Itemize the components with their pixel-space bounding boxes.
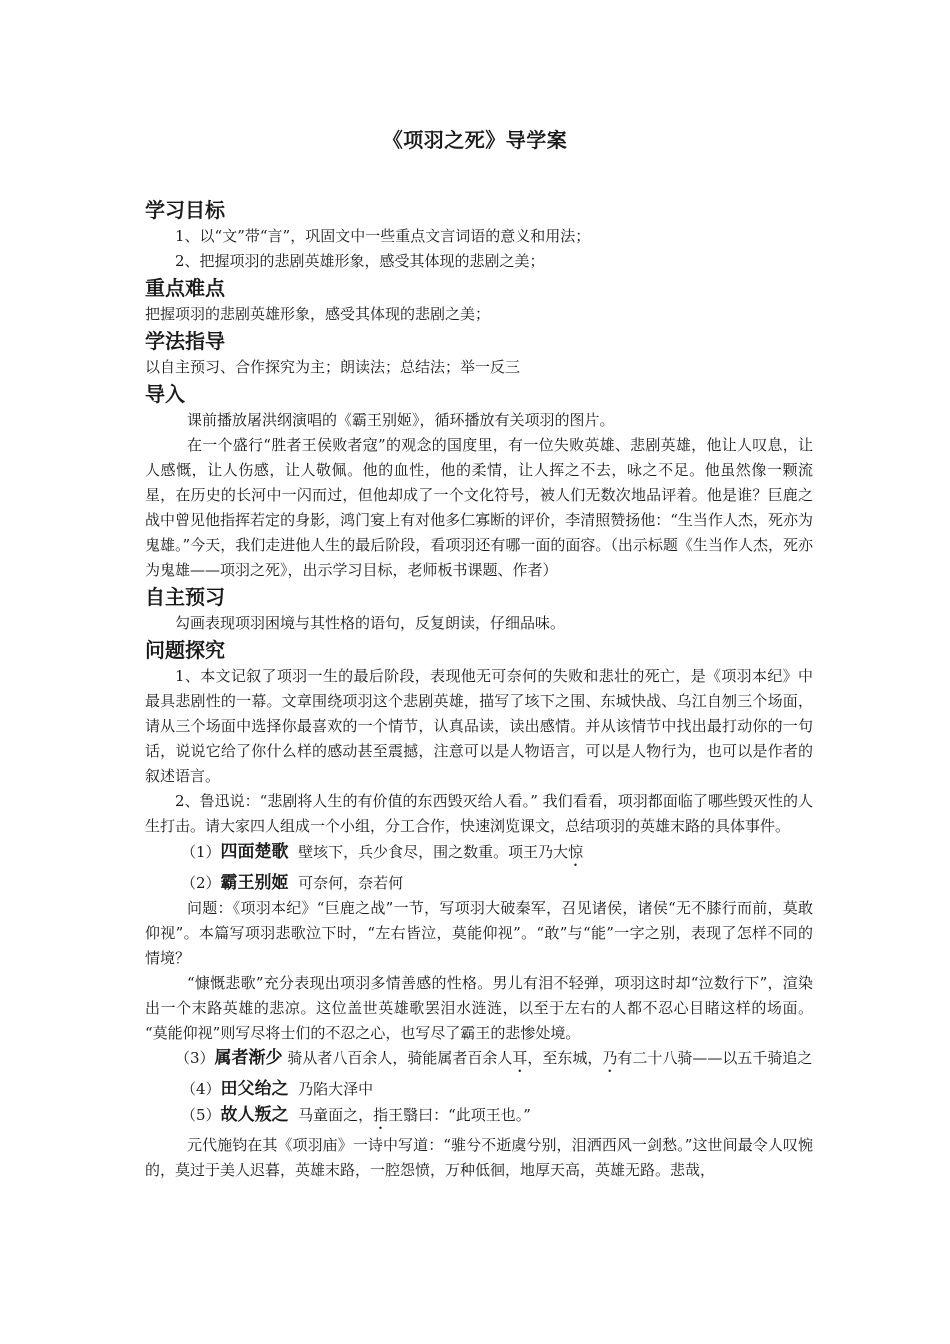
- section-heading-preview: 自主预习: [145, 585, 225, 609]
- page-title: 《项羽之死》导学案: [382, 128, 568, 152]
- objective-item: 1、以“文”带“言”，巩固文中一些重点文言词语的意义和用法；: [175, 227, 591, 245]
- document-body: [145, 196, 813, 1183]
- event-label: 故人叛之: [220, 1105, 289, 1125]
- event-text: 王翳曰：“此项王也。”: [388, 1106, 531, 1124]
- event-label: 田父绐之: [220, 1079, 289, 1099]
- emphasis-char: 惊: [568, 843, 584, 861]
- event-label: 四面楚歌: [220, 842, 289, 862]
- event-item: [145, 1076, 813, 1102]
- event-item: [145, 1046, 813, 1076]
- event-item: [145, 1102, 813, 1133]
- event-text: 乃陷大泽中: [298, 1080, 374, 1098]
- inquiry-question-2: 2、鲁迅说：“悲剧将人生的有价值的东西毁灭给人看。” 我们看看，项羽都面临了哪些毁灭性的人生打击。请大家四人组成一个小组，分工合作，快速浏览课文，总结项羽的英雄末路的具体事件。: [145, 792, 813, 835]
- event-text: ，至东城，: [527, 1049, 603, 1067]
- method-text: 以自主预习、合作探究为主；朗读法；总结法；举一反三: [145, 358, 521, 376]
- event-text: 马童面之，: [298, 1106, 374, 1124]
- event-number: （5）: [181, 1106, 221, 1124]
- section-heading-method: 学法指导: [145, 329, 225, 353]
- objective-item: 2、把握项羽的悲剧英雄形象，感受其体现的悲剧之美；: [175, 252, 545, 270]
- event-number: （3）: [175, 1049, 215, 1067]
- event-number: （4）: [181, 1080, 221, 1098]
- key-points-text: 把握项羽的悲剧英雄形象，感受其体现的悲剧之美；: [145, 305, 491, 323]
- emphasis-char: 指: [373, 1106, 389, 1124]
- event-text: 骑从者八百余人，骑能属者百余人: [287, 1049, 513, 1067]
- event-text: 有二十八骑——以五千骑追之: [617, 1049, 813, 1067]
- preview-text: 勾画表现项羽困境与其性格的语句，反复朗读，仔细品味。: [175, 614, 566, 632]
- section-heading-intro: 导入: [145, 382, 185, 406]
- inquiry-question-1: 1、本文记叙了项羽一生的最后阶段，表现他无可奈何的失败和悲壮的死亡，是《项羽本纪》中最具悲剧性的一幕。文章围绕项羽这个悲剧英雄，描写了垓下之围、东城快战、乌江自刎三个场面，请从三个场面中选择你最喜欢的一个情节，认真品读，读出感情。并从该情节中找出最打动你的一句话，说说它给了你什么样的感动甚至震撼，注意可以是人物语言，可以是人物行为，也可以是作者的叙述语言。: [145, 667, 813, 785]
- emphasis-char: 乃: [602, 1049, 618, 1067]
- event-text: 可奈何，奈若何: [298, 874, 404, 892]
- event-answer: “慷慨悲歌”充分表现出项羽多情善感的性格。男儿有泪不轻弹，项羽这时却“泣数行下”，渲染出一个末路英雄的悲凉。这位盖世英雄歌罢泪水涟涟，以至于左右的人都不忍心目睹这样的场面。 “莫能仰视”则写尽将士们的不忍之心，也写尽了霸王的悲惨处境。: [145, 974, 813, 1042]
- emphasis-char: 耳: [512, 1049, 528, 1067]
- section-heading-key-points: 重点难点: [145, 276, 225, 300]
- intro-paragraph: 课前播放屠洪纲演唱的《霸王别姬》，循环播放有关项羽的图片。: [187, 411, 615, 429]
- event-number: （1）: [181, 843, 221, 861]
- event-text: 壁垓下，兵少食尽，围之数重。项王乃大: [298, 843, 569, 861]
- event-number: （2）: [181, 874, 221, 892]
- event-item: [145, 839, 813, 870]
- event-question: 问题：《项羽本纪》“巨鹿之战”一节，写项羽大破秦军，召见诸侯，诸侯“无不膝行而前，莫敢仰视”。本篇写项羽悲歌泣下时，“左右皆泣，莫能仰视”。“敢”与“能”一字之别，表现了怎样不同的情境？: [145, 899, 813, 967]
- closing-paragraph: 元代施钧在其《项羽庙》一诗中写道：“骓兮不逝虞兮别，泪洒西风一剑愁。”这世间最令人叹惋的，莫过于美人迟暮，英雄末路，一腔怨愤，万种低徊，地厚天高，英雄无路。悲哉，: [145, 1136, 813, 1179]
- section-heading-inquiry: 问题探究: [145, 638, 225, 662]
- event-item: [145, 870, 813, 896]
- event-label: 属者渐少: [214, 1048, 283, 1068]
- section-heading-objectives: 学习目标: [145, 198, 225, 222]
- event-label: 霸王别姬: [220, 873, 289, 893]
- intro-paragraph: 在一个盛行“胜者王侯败者寇”的观念的国度里，有一位失败英雄、悲剧英雄，他让人叹息，让人感慨，让人伤感，让人敬佩。他的血性，他的柔情，让人挥之不去，咏之不足。他虽然像一颗流星，在历史的长河中一闪而过，但他却成了一个文化符号，被人们无数次地品评着。他是谁？巨鹿之战中曾见他指挥若定的身影，鸿门宴上有对他多仁寡断的评价，李清照赞扬他：“生当作人杰，死亦为鬼雄。”今天，我们走进他人生的最后阶段，看项羽还有哪一面的面容。（出示标题《生当作人杰，死亦为鬼雄——项羽之死》，出示学习目标，老师板书课题、作者）: [145, 436, 813, 579]
